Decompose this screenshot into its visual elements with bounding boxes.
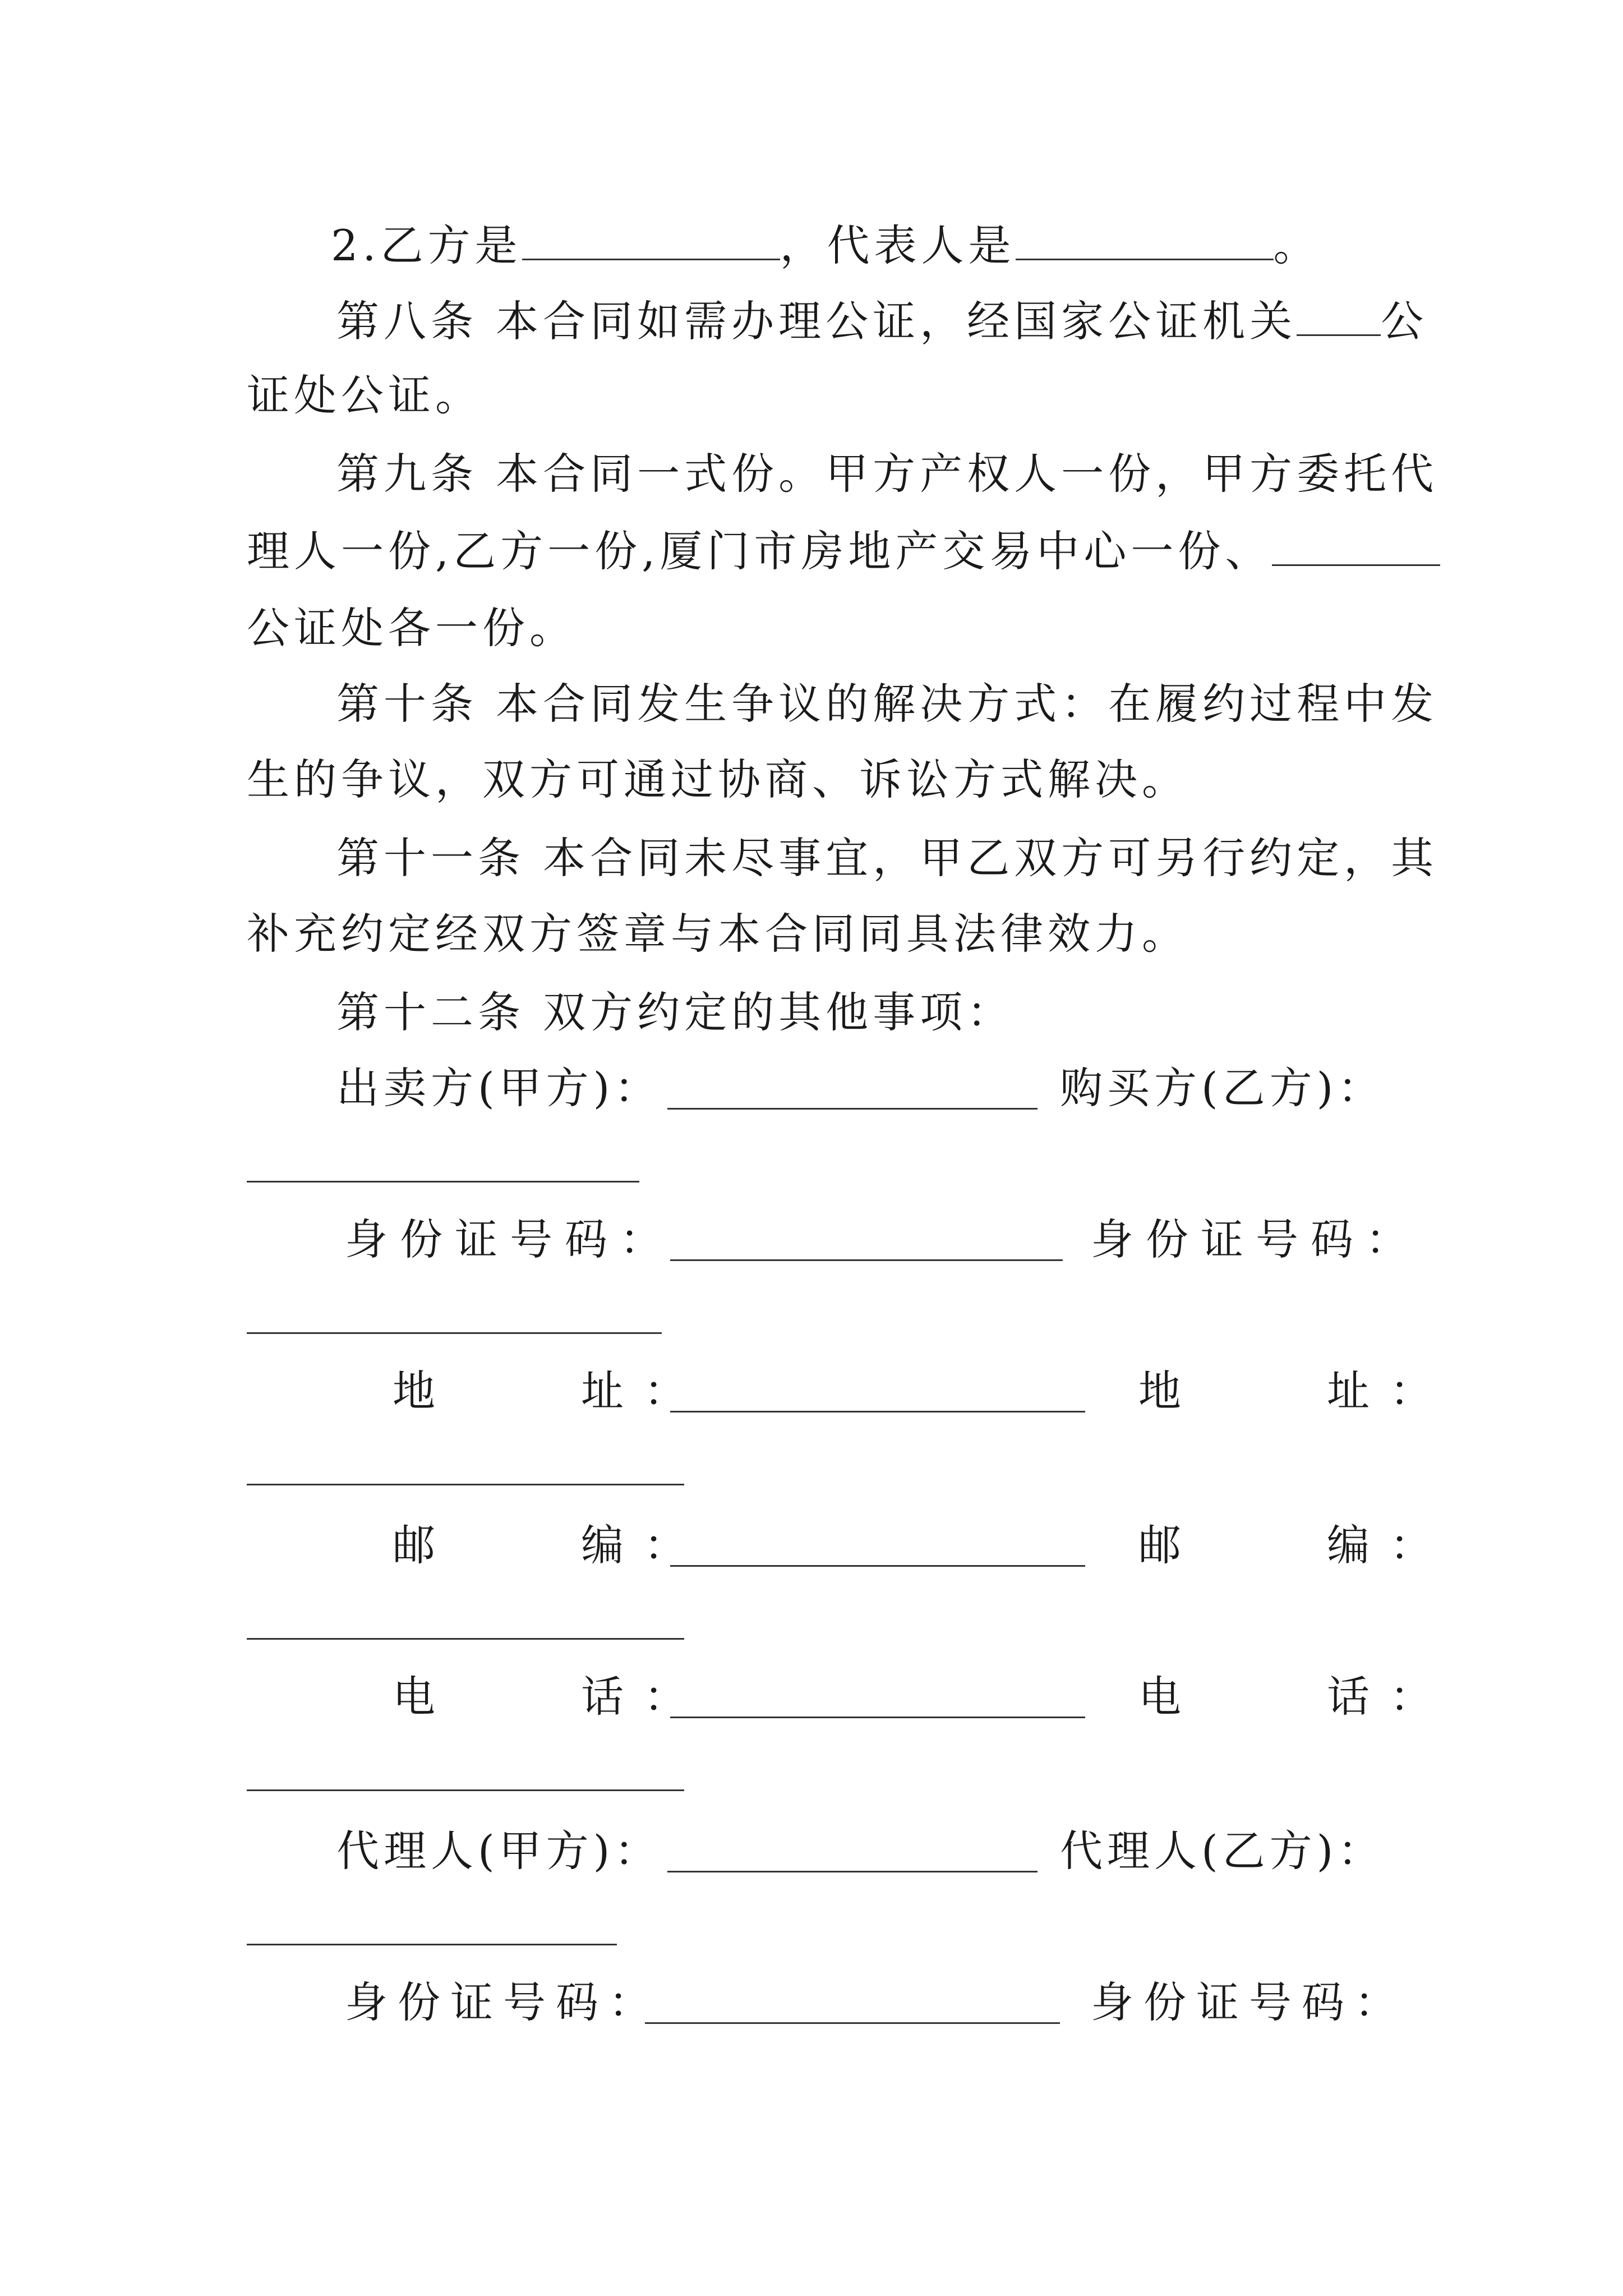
article-11-line-2: 补充约定经双方签章与本合同同具法律效力。 bbox=[247, 909, 1189, 959]
article-8-line-1 bbox=[336, 292, 1428, 349]
agent-a-id-label: 身份证号码： bbox=[345, 1977, 661, 2027]
agent-b-label: 代理人(乙方)： bbox=[1060, 1826, 1385, 1876]
seller-tel-blank[interactable] bbox=[670, 1717, 1085, 1718]
article-11-line-1: 第十一条 本合同未尽事宜，甲乙双方可另行约定，其 bbox=[336, 833, 1438, 883]
notary-office-blank[interactable] bbox=[1297, 292, 1381, 336]
buyer-zip-blank[interactable] bbox=[247, 1638, 684, 1640]
buyer-tel-label: 电 话： bbox=[1138, 1672, 1453, 1722]
article-9-line-2 bbox=[247, 522, 1440, 579]
notary-blank[interactable] bbox=[1272, 522, 1440, 566]
agent-a-blank[interactable] bbox=[667, 1871, 1038, 1872]
article-10-line-2: 生的争议，双方可通过协商、诉讼方式解决。 bbox=[247, 754, 1189, 804]
seller-id-label: 身份证号码： bbox=[345, 1214, 675, 1264]
representative-label: ，代表人是 bbox=[780, 220, 1016, 270]
seller-address-blank[interactable] bbox=[670, 1411, 1085, 1412]
buyer-zip-label: 邮 编： bbox=[1138, 1520, 1453, 1570]
article-8-text-end: 公 bbox=[1381, 296, 1428, 346]
article-10-line-1: 第十条 本合同发生争议的解决方式：在履约过程中发 bbox=[336, 679, 1438, 729]
article-12-line: 第十二条 双方约定的其他事项： bbox=[336, 987, 1015, 1037]
agent-a-id-blank[interactable] bbox=[645, 2022, 1060, 2024]
article-9-line-1: 第九条 本合同一式份。甲方产权人一份，甲方委托代 bbox=[336, 449, 1438, 499]
buyer-label: 购买方(乙方)： bbox=[1060, 1063, 1385, 1113]
party-b-label: 2.乙方是 bbox=[331, 220, 522, 270]
seller-tel-label: 电 话： bbox=[393, 1672, 707, 1722]
article-9-line-3: 公证处各一份。 bbox=[247, 603, 577, 653]
buyer-id-label: 身份证号码： bbox=[1091, 1214, 1421, 1264]
article-9-text: 理人一份,乙方一份,厦门市房地产交易中心一份、 bbox=[247, 526, 1272, 576]
seller-zip-label: 邮 编： bbox=[393, 1520, 707, 1570]
buyer-address-blank[interactable] bbox=[247, 1484, 684, 1485]
buyer-tel-blank[interactable] bbox=[247, 1789, 684, 1791]
seller-zip-blank[interactable] bbox=[670, 1565, 1085, 1567]
buyer-blank[interactable] bbox=[247, 1181, 639, 1182]
agent-b-id-label: 身份证号码： bbox=[1091, 1977, 1407, 2027]
period: 。 bbox=[1273, 220, 1321, 270]
article-8-text: 第八条 本合同如需办理公证，经国家公证机关 bbox=[336, 296, 1297, 346]
seller-id-blank[interactable] bbox=[670, 1259, 1063, 1261]
party-b-blank[interactable] bbox=[522, 216, 780, 260]
buyer-address-label: 地 址： bbox=[1138, 1366, 1453, 1416]
buyer-id-blank[interactable] bbox=[247, 1332, 662, 1334]
representative-blank[interactable] bbox=[1016, 216, 1274, 260]
article-8-line-2: 证处公证。 bbox=[247, 370, 482, 420]
seller-address-label: 地 址： bbox=[393, 1366, 707, 1416]
agent-a-label: 代理人(甲方)： bbox=[336, 1826, 662, 1876]
seller-label: 出卖方(甲方)： bbox=[336, 1063, 662, 1113]
party-b-line bbox=[331, 216, 1321, 274]
agent-b-blank[interactable] bbox=[247, 1944, 617, 1945]
seller-blank[interactable] bbox=[667, 1108, 1038, 1110]
